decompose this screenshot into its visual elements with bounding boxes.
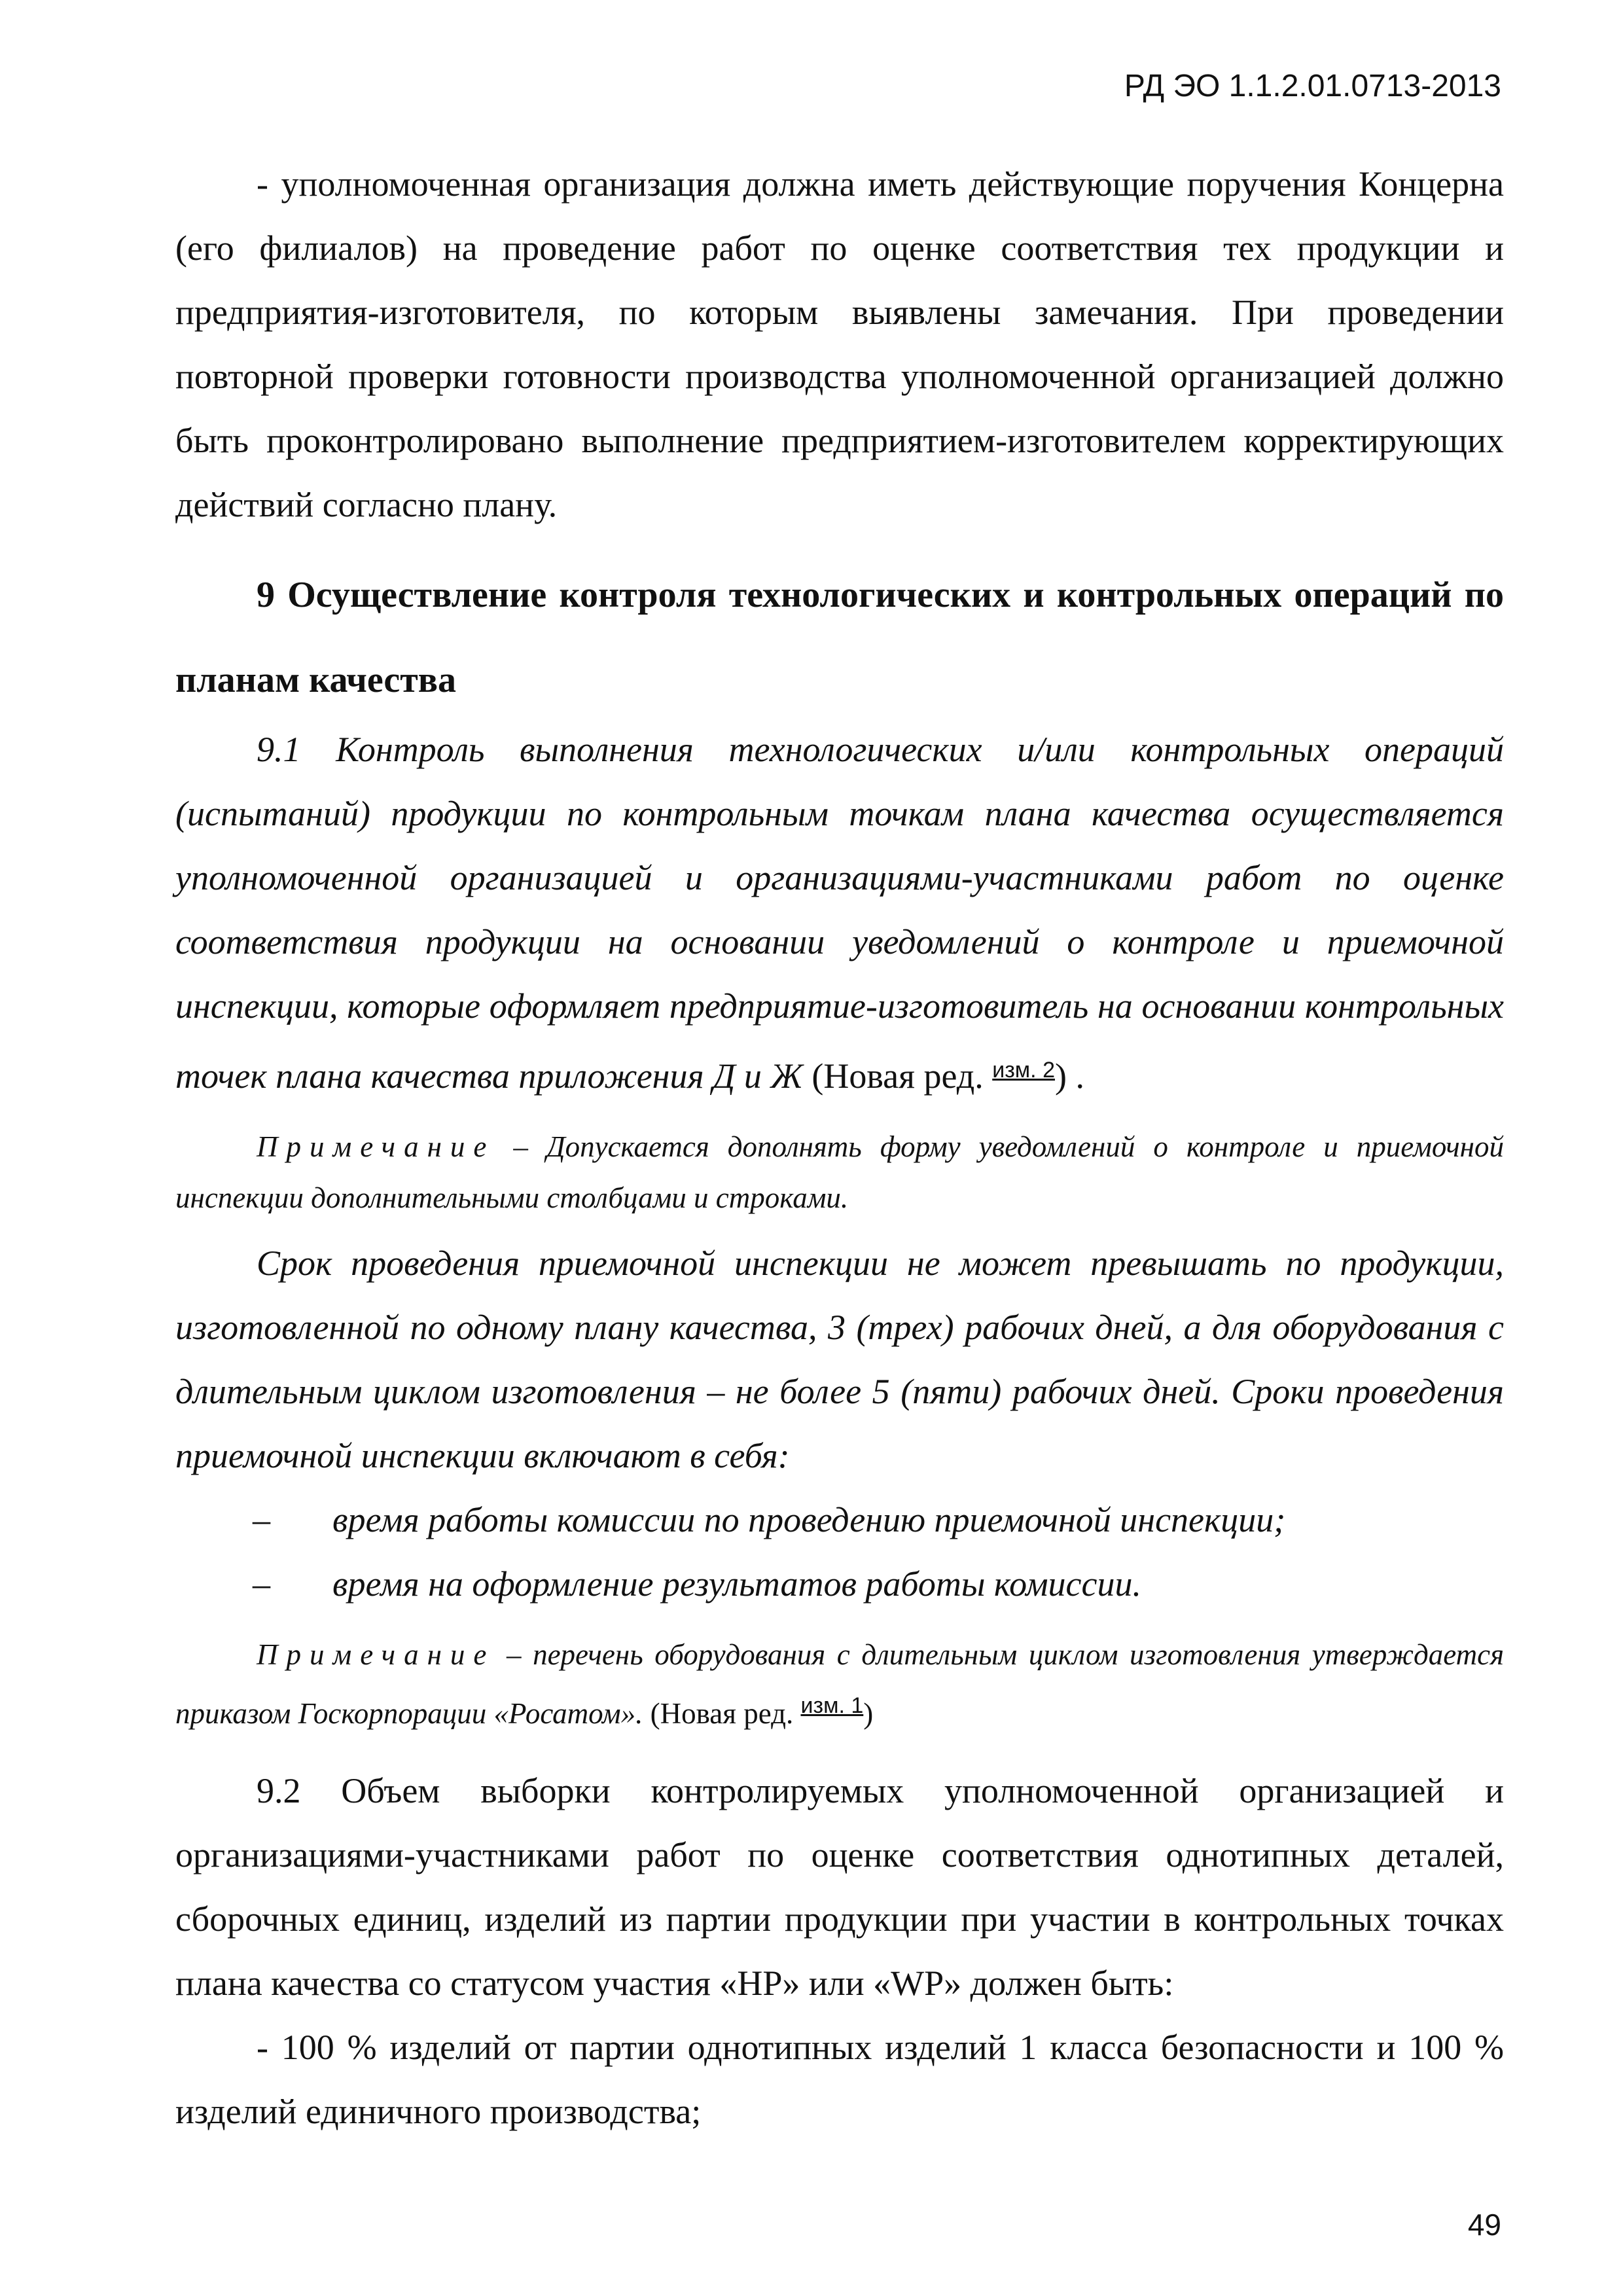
paragraph-9-1-close: ) . [1054, 1056, 1084, 1096]
paragraph-9-1 [175, 717, 1504, 1108]
list-item-text: время работы комиссии по проведению приемочной инспекции; [332, 1500, 1286, 1539]
new-edition-label: (Новая ред. [643, 1697, 801, 1730]
amendment-1-link[interactable]: изм. 1 [800, 1693, 864, 1718]
note-2-text: – перечень оборудования с длительным циклом изготовления утверждается приказом Госкорпорации «Росатом». [175, 1638, 1504, 1730]
page-number: 49 [1467, 2208, 1501, 2242]
paragraph-9-2: 9.2 Объем выборки контролируемых уполномоченной организацией и организациями-участниками работ по оценке соответствия однотипных деталей, сборочных единиц, изделий из партии продукции при участии в контрольных точках плана качества со статусом участия «HP» или «WP» должен быть: [175, 1771, 1504, 2003]
new-edition-label: (Новая ред. [802, 1056, 993, 1096]
list-item [175, 1552, 1504, 1616]
note-2-close: ) [863, 1697, 874, 1730]
note-1-label: Примечание [257, 1130, 495, 1163]
list-item [175, 1488, 1504, 1552]
paragraph-100-percent: - 100 % изделий от партии однотипных изделий 1 класса безопасности и 100 % изделий единичного производства; [175, 2028, 1504, 2131]
section-heading-9: 9 Осуществление контроля технологических и контрольных операций по планам качества [175, 575, 1504, 700]
page-content [175, 152, 1504, 2144]
note-1-text: – Допускается дополнять форму уведомлений о контроле и приемочной инспекции дополнительными столбцами и строками. [175, 1130, 1504, 1214]
note-2 [175, 1629, 1504, 1739]
paragraph-inspection-term: Срок проведения приемочной инспекции не может превышать по продукции, изготовленной по одному плану качества, 3 (трех) рабочих дней, а для оборудования с длительным циклом изготовления – не более 5 (пяти) рабочих дней. Сроки проведения приемочной инспекции включают в себя: [175, 1244, 1504, 1475]
paragraph-authorized-org: - уполномоченная организация должна иметь действующие поручения Концерна (его филиалов) на проведение работ по оценке соответствия тех продукции и предприятия-изготовителя, по которым выявлены замечания. При проведении повторной проверки готовности производства уполномоченной организацией должно быть проконтролировано выполнение предприятием-изготовителем корректирующих действий согласно плану. [175, 164, 1504, 524]
list-item-text: время на оформление результатов работы комиссии. [332, 1564, 1141, 1604]
list-dash: – [253, 1564, 270, 1604]
document-code-header: РД ЭО 1.1.2.01.0713-2013 [1124, 69, 1501, 103]
paragraph-9-1-text: 9.1 Контроль выполнения технологических и/или контрольных операций (испытаний) продукции по контрольным точкам плана качества осуществляется уполномоченной организацией и организациями-участниками работ по оценке соответствия продукции на основании уведомлений о контроле и приемочной инспекции, которые оформляет предприятие-изготовитель на основании контрольных точек плана качества приложения Д и Ж [175, 730, 1504, 1096]
note-1 [175, 1121, 1504, 1223]
list-dash: – [253, 1500, 270, 1539]
note-2-label: Примечание [257, 1638, 495, 1671]
amendment-2-link[interactable]: изм. 2 [992, 1058, 1055, 1083]
